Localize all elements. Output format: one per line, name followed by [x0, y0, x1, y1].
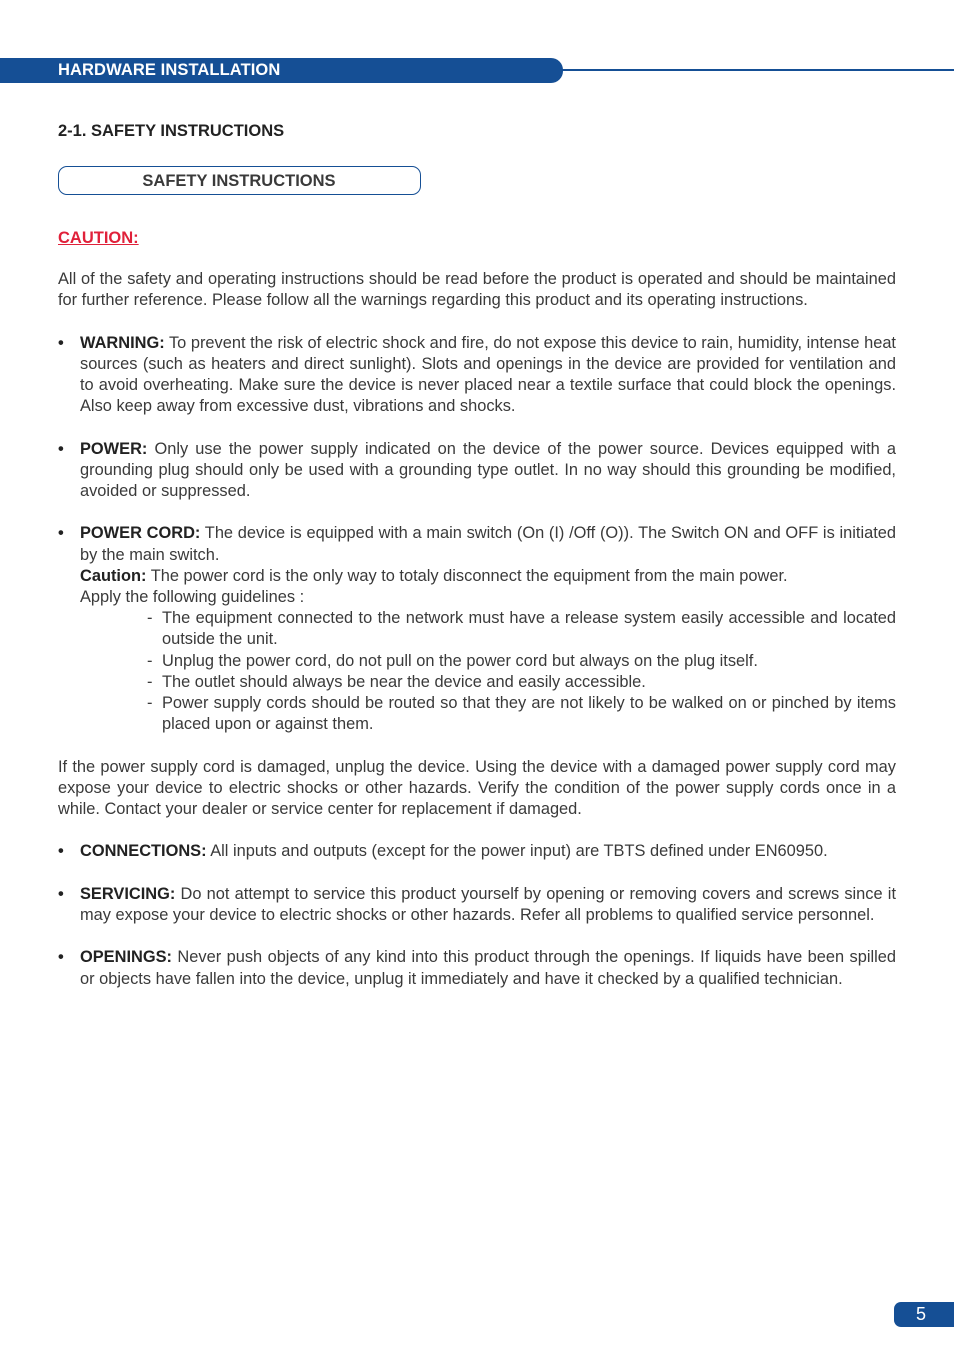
- intro-paragraph: All of the safety and operating instructions should be read before the product is operated and should be maintained for further reference. Please follow all the warnings regarding this product and its operating instructions.: [58, 270, 896, 310]
- servicing-label: SERVICING:: [80, 884, 176, 903]
- power-cord-text: The device is equipped with a main switch (On (I) /Off (O)). The Switch ON and OFF is initiated by the main switch.: [80, 524, 896, 564]
- guideline-dash: -: [147, 651, 153, 670]
- header-bar: [0, 58, 563, 83]
- warning-text: To prevent the risk of electric shock and fire, do not expose this device to rain, humidity, intense heat sources (such as heaters and direct sunlight). Slots and openings in the device are provided for ventilation and to avoid overheating. Make sure the device is never placed near a textile surface that could block the openings. Also keep away from excessive dust, vibrations and shocks.: [80, 333, 896, 416]
- guideline-text: Power supply cords should be routed so that they are not likely to be walked on or pinched by items placed upon or against them.: [162, 694, 896, 734]
- power-cord-caution-label: Caution:: [80, 566, 147, 585]
- warning-paragraph: [80, 333, 896, 418]
- connections-paragraph: [80, 841, 896, 862]
- connections-label: CONNECTIONS:: [80, 842, 207, 861]
- guideline-item: [147, 651, 896, 672]
- bullet-dot: •: [58, 333, 64, 352]
- guideline-text: Unplug the power cord, do not pull on the power cord but always on the plug itself.: [162, 651, 758, 670]
- guideline-item: [147, 693, 896, 735]
- bullet-dot: •: [58, 524, 64, 543]
- connections-item: [58, 841, 896, 862]
- power-paragraph: [80, 439, 896, 503]
- guideline-text: The outlet should always be near the device and easily accessible.: [162, 672, 646, 691]
- guideline-dash: -: [147, 694, 153, 713]
- power-cord-label: POWER CORD:: [80, 524, 201, 543]
- guideline-dash: -: [147, 609, 153, 628]
- connections-text: All inputs and outputs (except for the power input) are TBTS defined under EN60950.: [206, 842, 828, 861]
- power-text: Only use the power supply indicated on the device of the power source. Devices equipped with a grounding plug should only be used with a grounding type outlet. In no way should this grounding be modified, avoided or suppressed.: [80, 439, 896, 500]
- page-number-tab: [894, 1302, 954, 1327]
- power-item: [58, 439, 896, 503]
- warning-item: [58, 333, 896, 418]
- safety-instructions-pill: [58, 166, 421, 195]
- power-label: POWER:: [80, 439, 148, 458]
- power-cord-item: [58, 523, 896, 735]
- guideline-item: [147, 672, 896, 693]
- bullet-dot: •: [58, 948, 64, 967]
- guidelines-intro: Apply the following guidelines :: [80, 588, 305, 606]
- caution-label: CAUTION:: [58, 229, 139, 247]
- section-heading: 2-1. SAFETY INSTRUCTIONS: [58, 122, 285, 140]
- bullet-dot: •: [58, 439, 64, 458]
- servicing-text: Do not attempt to service this product yourself by opening or removing covers and screws since it may expose your device to electric shocks or other hazards. Refer all problems to qualified service personnel.: [80, 884, 896, 924]
- openings-text: Never push objects of any kind into this product through the openings. If liquids have been spilled or objects have fallen into the device, unplug it immediately and have it checked by a qualified technician.: [80, 948, 896, 988]
- header-rule: [560, 69, 954, 71]
- openings-label: OPENINGS:: [80, 948, 172, 967]
- guideline-item: [147, 608, 896, 650]
- header-title: HARDWARE INSTALLATION: [58, 61, 281, 79]
- bullet-dot: •: [58, 842, 64, 861]
- damaged-cord-paragraph: If the power supply cord is damaged, unplug the device. Using the device with a damaged power supply cord may expose your device to electric shocks or other hazards. Verify the condition of the power supply cords once in a while. Contact your dealer or service center for replacement if damaged.: [58, 757, 896, 819]
- power-cord-paragraph: [80, 523, 896, 565]
- power-cord-caution: [80, 566, 896, 587]
- openings-paragraph: [80, 947, 896, 989]
- guideline-dash: -: [147, 672, 153, 691]
- servicing-paragraph: [80, 884, 896, 926]
- page-number: 5: [915, 1304, 926, 1324]
- openings-item: [58, 947, 896, 989]
- warning-label: WARNING:: [80, 333, 165, 352]
- power-cord-caution-text: The power cord is the only way to totaly disconnect the equipment from the main power.: [146, 566, 788, 585]
- pill-label: SAFETY INSTRUCTIONS: [142, 172, 336, 190]
- guideline-text: The equipment connected to the network must have a release system easily accessible and located outside the unit.: [162, 609, 896, 649]
- guidelines-list: [147, 608, 896, 735]
- document-body: [58, 269, 896, 1011]
- bullet-dot: •: [58, 884, 64, 903]
- servicing-item: [58, 884, 896, 926]
